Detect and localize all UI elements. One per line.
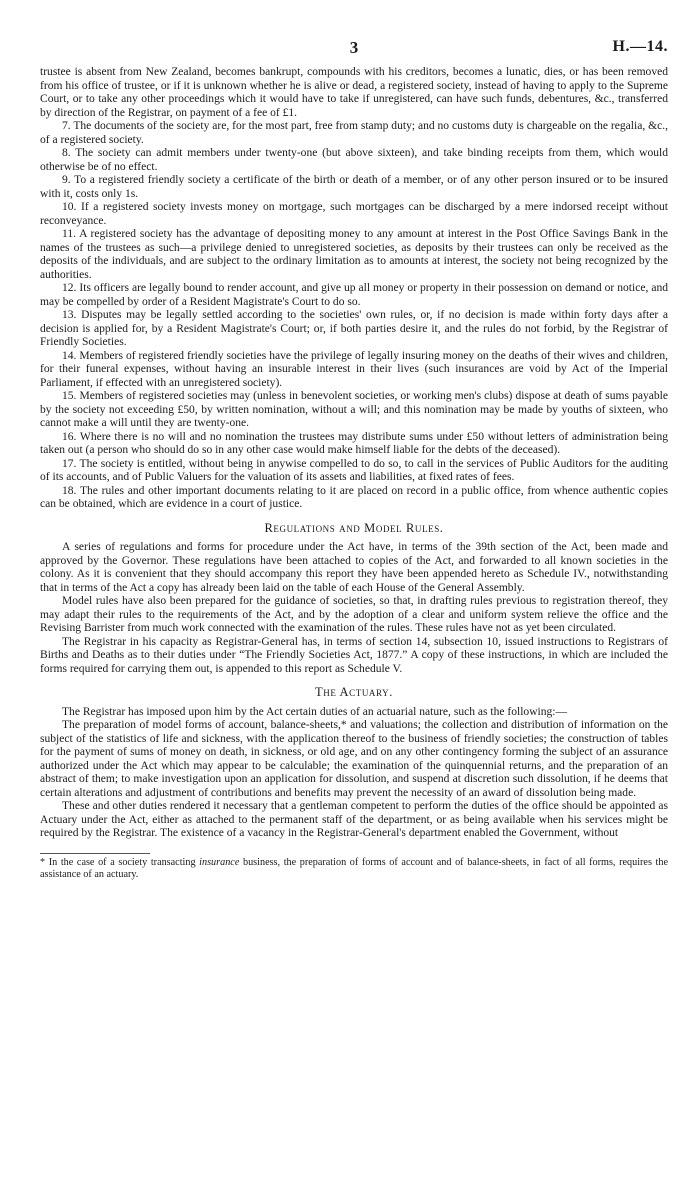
paragraph: 11. A registered society has the advantage of depositing money to any amount at interest in the Post Office Savings Bank in the names of the trustees as such—a privilege denied to unregistered societies, as deposits by their trustees can only be received as the deposits of the individuals, and are subject to the ordinary limitation as to amounts at interest, the society not being recognized by the authorities. xyxy=(40,228,668,281)
footnote-italic-word: insurance xyxy=(199,856,240,868)
document-reference: H.—14. xyxy=(612,38,668,55)
privileges-list xyxy=(40,66,668,512)
page-number: 3 xyxy=(349,38,359,57)
paragraph: 16. Where there is no will and no nomination the trustees may distribute sums under £50 without letters of administration being taken out (a person who should do so in any other case would make himself liable for the debts of the deceased). xyxy=(40,430,668,456)
paragraph: 17. The society is entitled, without being in anywise compelled to do so, to call in the services of Public Auditors for the auditing of its accounts, and of Public Valuers for the valuation of its assets and liabilities, at fixed rates of fees. xyxy=(40,457,668,483)
paragraph: 13. Disputes may be legally settled according to the societies' own rules, or, if no decision is made within forty days after a decision is applied for, by a Resident Magistrate's Court; or, if both parties desire it, and the rules do not forbid, by the Registrar of Friendly Societies. xyxy=(40,309,668,348)
section-heading-actuary: The Actuary. xyxy=(315,685,393,699)
paragraph: The Registrar has imposed upon him by the Act certain duties of an actuarial nature, such as the following:— xyxy=(62,705,568,718)
paragraph: 8. The society can admit members under twenty-one (but above sixteen), and take binding receipts from them, which would otherwise be of no effect. xyxy=(40,147,668,173)
paragraph: 14. Members of registered friendly societies have the privilege of legally insuring money on the deaths of their wives and children, for their funeral expenses, without having an insurable interest in their lives (such insurances are void by Act of the Imperial Parliament, if effected with an unregistered society). xyxy=(40,349,668,389)
paragraph: 10. If a registered society invests money on mortgage, such mortgages can be discharged by a mere indorsed receipt without reconveyance. xyxy=(40,201,668,227)
paragraph: 7. The documents of the society are, for the most part, free from stamp duty; and no customs duty is chargeable on the regalia, &c., of a registered society. xyxy=(40,120,668,146)
footnote-divider xyxy=(40,853,150,854)
section-heading-regulations: Regulations and Model Rules. xyxy=(264,520,444,535)
paragraph: 9. To a registered friendly society a certificate of the birth or death of a member, or of any other person insured or to be insured with it, costs only 1s. xyxy=(40,174,668,200)
paragraph: These and other duties rendered it necessary that a gentleman competent to perform the duties of the office should be appointed as Actuary under the Act, either as attached to the permanent staff of the department, or as being available when his services might be required by the Registrar. The existence of a vacancy in the Registrar-General's department enabled the Government, without xyxy=(40,800,668,839)
paragraph: A series of regulations and forms for procedure under the Act have, in terms of the 39th section of the Act, been made and approved by the Governor. These regulations have been attached to copies of the Act, and forwarded to all known societies in the colony. As it is convenient that they should accompany this report they have been appended hereto as Schedule IV., notwithstanding that in terms of the Act a copy has already been laid on the table of each House of the General Assembly. xyxy=(40,541,668,594)
paragraph: 18. The rules and other important documents relating to it are placed on record in a public office, from whence authentic copies can be obtained, which are evidence in a court of justice. xyxy=(40,484,668,510)
regulations-section xyxy=(40,541,668,676)
paragraph: trustee is absent from New Zealand, becomes bankrupt, compounds with his creditors, becomes a lunatic, dies, or has been removed from his office of trustee, or if it is unknown whether he is alive or dead, a registered society, instead of having to apply to the Supreme Court, or to take any other proceedings which it would have to take if unregistered, can have such funds, debentures, &c., transferred by direction of the Registrar, on payment of a fee of £1. xyxy=(40,66,668,119)
paragraph: 12. Its officers are legally bound to render account, and give up all money or property in their possession on demand or notice, and may be compelled by order of a Resident Magistrate's Court to do so. xyxy=(40,282,668,308)
footnote-text-end: business, the preparation of forms of account and of balance-sheets, in fact of all forms, requires the assistance of an actuary. xyxy=(40,856,668,880)
paragraph: 15. Members of registered societies may (unless in benevolent societies, or working men's clubs) dispose at death of sums payable by the society not exceeding £50, by written nomination, without a will; and this nomination may be made by youths of sixteen, who cannot make a will until they are twenty-one. xyxy=(40,390,668,429)
footnote-text-start: * In the case of a society transacting xyxy=(40,856,200,868)
actuary-section xyxy=(40,706,668,841)
body-text xyxy=(40,66,668,881)
paragraph: The preparation of model forms of account, balance-sheets,* and valuations; the collection and distribution of information on the subject of the statistics of life and sickness, with the application thereof to the business of friendly societies; the construction of tables for the payment of sums of money on death, in sickness, or old age, and on any other contingency forming the subject of an assurance authorized under the Act which may appear to be calculable; the examination of the quinquennial returns, and the preparation of an abstract of them; to make investigation upon an application for dissolution, and suspend at discretion such dissolution, if he deems that certain alterations and adjustment of contributions and benefits may prevent the necessity of an award of dissolution being made. xyxy=(40,719,668,799)
paragraph: The Registrar in his capacity as Registrar-General has, in terms of section 14, subsection 10, issued instructions to Registrars of Births and Deaths as to their duties under “The Friendly Societies Act, 1877.” A copy of these instructions, in which are included the forms required for carrying them out, is appended to this report as Schedule V. xyxy=(40,635,668,675)
footnote xyxy=(40,857,668,881)
page-header xyxy=(40,38,668,62)
paragraph: Model rules have also been prepared for the guidance of societies, so that, in drafting rules previous to registration thereof, they may adapt their rules to the requirements of the Act, and by the adoption of a clear and uniform system relieve the office and the Revising Barrister from much work connected with the examination of the rules. These rules have not as yet been circulated. xyxy=(40,595,668,634)
